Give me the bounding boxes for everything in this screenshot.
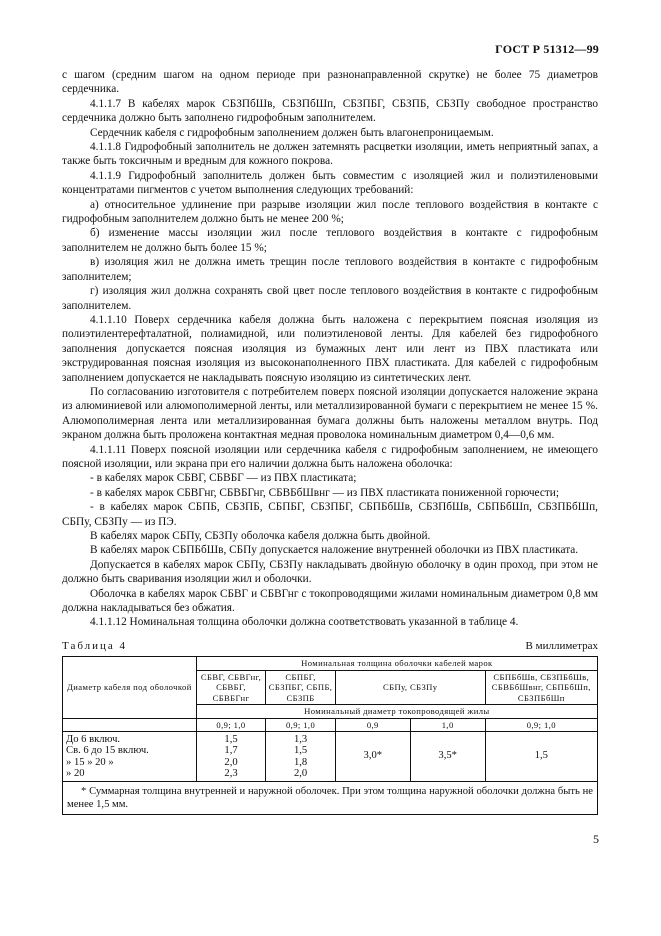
table-caption (62, 639, 598, 653)
table-cell: 3,0* (335, 732, 410, 782)
group-header: Номинальная толщина оболочки кабелей марок (196, 657, 597, 671)
table-cell: 1,5 (485, 732, 597, 782)
paragraph: а) относительное удлинение при разрыве изоляции жил после теплового воздействия в контакте с гидрофобным заполнителем должно быть не менее 200 %; (62, 198, 598, 226)
sub-col-header: 0,9; 1,0 (196, 718, 266, 732)
sub-col-header: 1,0 (410, 718, 485, 732)
stub-header: Диаметр кабеля под оболочкой (63, 657, 197, 719)
table-footnote: * Суммарная толщина внутренней и наружной оболочек. При этом толщина наружной оболочки должна быть не менее 1,5 мм. (62, 782, 598, 815)
paragraph: г) изоляция жил должна сохранять свой цвет после теплового воздействия в контакте с гидрофобным заполнителем. (62, 285, 598, 312)
col-group-header: СБПБбШв, СБЗПБбШв, СБВБбШвнг, СБПБбШп, СБЗПБбШп (485, 670, 597, 705)
row-labels (63, 732, 197, 782)
paragraph: 4.1.1.9 Гидрофобный заполнитель должен быть совместим с изоляцией жил и полиэтиленовыми концентратами пигментов с учетом выполнения следующих требований: (62, 169, 598, 197)
doc-header: ГОСТ Р 51312—99 (495, 42, 599, 56)
paragraph: 4.1.1.11 Поверх поясной изоляции или сердечника кабеля с гидрофобным заполнением, не имеющего поясной изоляции, или экрана при его наличии должна быть наложена оболочка: (62, 443, 598, 470)
table-cell: 3,5* (410, 732, 485, 782)
table-cell: 1,5 (293, 745, 308, 757)
table-cell: 1,3 (293, 734, 308, 746)
paragraph: 4.1.1.12 Номинальная толщина оболочки должна соответствовать указанной в таблице 4. (90, 616, 519, 629)
col1-values (196, 732, 266, 782)
paragraph: - в кабелях марок СБВГ, СБВБГ — из ПВХ пластиката; (90, 472, 357, 485)
table-header-row (63, 718, 598, 732)
paragraph: Допускается в кабелях марок СБПу, СБЗПу накладывать двойную оболочку в один проход, при этом не должно быть сваривания изоляции жил и оболочки. (62, 558, 598, 586)
page-number: 5 (593, 832, 599, 846)
table-cell: 2,3 (224, 767, 238, 779)
paragraph: 4.1.1.7 В кабелях марок СБЗПбШв, СБЗПбШп, СБЗПБГ, СБЗПБ, СБЗПу свободное пространство сердечника должно быть заполнено гидрофобным заполнителем. (62, 97, 598, 125)
sub-header: Номинальный диаметр токопроводящей жилы (196, 705, 597, 719)
row-label: » 15 » 20 » (66, 756, 114, 768)
paragraph: - в кабелях марок СБПБ, СБЗПБ, СБПБГ, СБЗПБГ, СБПБбШв, СБЗПбШв, СБПБбШп, СБЗПБбШп, СБПу, СБЗПу — из ПЭ. (62, 501, 598, 528)
table-row (63, 732, 598, 782)
paragraph: с шагом (средним шагом на одном периоде при разнонаправленной скрутке) не более 75 диаметров сердечника. (62, 69, 598, 96)
sub-col-header: 0,9 (335, 718, 410, 732)
table-cell: 1,8 (293, 756, 308, 768)
paragraph: 4.1.1.10 Поверх сердечника кабеля должна быть наложена с перекрытием поясная изоляция из полиэтилентерефталатной, полиамидной, или полиэтиленовой ленты. Для кабелей без гидрофобного заполнения допускается поясная изоляция из бумажных лент или лент из ПВХ пластиката или экструдированная поясная изоляция из высоконаполненного ПВХ пластиката. Для кабелей с гидрофобным заполнением допускается не накладывать поясную изоляцию из синтетических лент. (62, 313, 598, 384)
sub-col-header: 0,9; 1,0 (485, 718, 597, 732)
paragraph: Сердечник кабеля с гидрофобным заполнением должен быть влагонепроницаемым. (90, 126, 494, 139)
col2-values (266, 732, 336, 782)
paragraph: Оболочка в кабелях марок СБВГ и СБВГнг с токопроводящими жилами номинальным диаметром 0,8 мм должна накладываться без обжатия. (62, 587, 598, 615)
sub-col-header: 0,9; 1,0 (266, 718, 336, 732)
table-label: Таблица 4 (62, 639, 128, 652)
col-group-header: СБВГ, СБВГнг, СБВБГ, СБВБГнг (196, 670, 266, 705)
col-group-header: СБПу, СБЗПу (335, 670, 485, 705)
table-unit: В миллиметрах (525, 639, 598, 652)
paragraph: в) изоляция жил не должна иметь трещин после теплового воздействия в контакте с гидрофобным заполнителем; (62, 256, 598, 283)
table-cell: 2,0 (224, 756, 238, 768)
row-label: » 20 (66, 767, 85, 779)
paragraph: По согласованию изготовителя с потребителем поверх поясной изоляции допускается наложение экрана из алюминиевой или алюмополимерной ленты, или металлизированной бумаги с перекрытием не менее 15 %. Алюмополимерная лента или металлизированная бумага должны быть наложены металлом внутрь. Под экраном должна быть проложена контактная медная проволока номинальным диаметром 0,4—0,6 мм. (62, 385, 598, 442)
table-header-row (63, 657, 598, 671)
paragraph: В кабелях марок СБПу, СБЗПу оболочка кабеля должна быть двойной. (90, 530, 431, 542)
row-label: До 6 включ. (66, 734, 121, 746)
page-body (62, 68, 598, 815)
row-label: Св. 6 до 15 включ. (66, 745, 149, 757)
paragraph: - в кабелях марок СБВГнг, СБВБГнг, СБВБбШвнг — из ПВХ пластиката пониженной горючести; (90, 486, 559, 499)
thickness-table (62, 656, 598, 782)
paragraph: В кабелях марок СБПБбШв, СБПу допускается наложение внутренней оболочки из ПВХ пластиката. (90, 544, 579, 557)
col-group-header: СБПБГ, СБЗПБГ, СБПБ, СБЗПБ (266, 670, 336, 705)
paragraph: б) изменение массы изоляции жил после теплового воздействия в контакте с гидрофобным заполнителем не должно быть более 15 %; (62, 227, 598, 254)
paragraph: 4.1.1.8 Гидрофобный заполнитель не должен затемнять расцветки изоляции, иметь неприятный запах, а также быть токсичным и вредным для кожного покрова. (62, 141, 598, 168)
table-cell: 2,0 (293, 767, 308, 779)
table-cell: 1,5 (224, 734, 238, 746)
table-cell: 1,7 (224, 745, 238, 757)
empty-cell (63, 718, 197, 732)
